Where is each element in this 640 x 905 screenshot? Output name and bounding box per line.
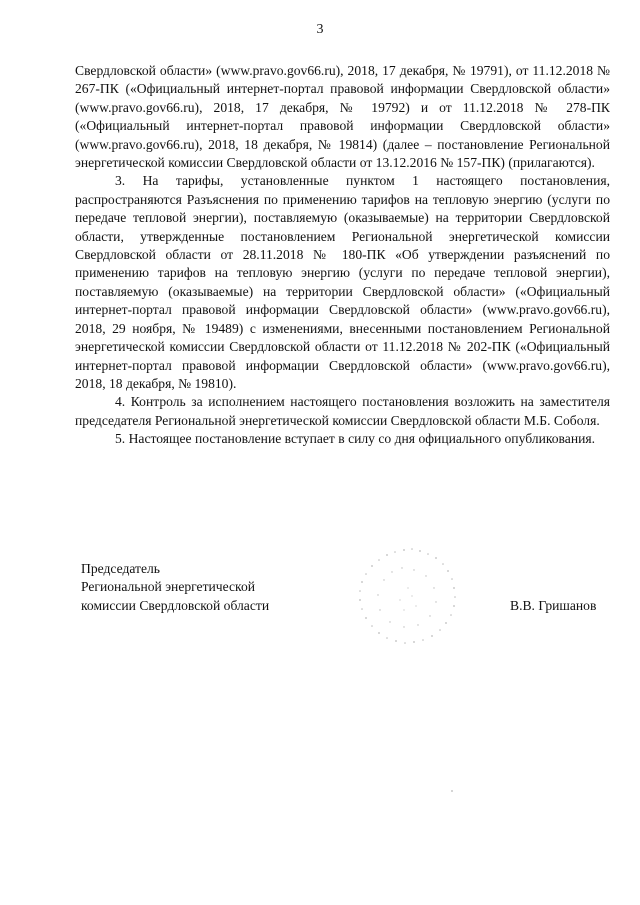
signer-title-line-1: Председатель xyxy=(81,561,160,576)
faded-seal-stamp xyxy=(342,540,472,660)
paragraph-4: 4. Контроль за исполнением настоящего постановления возложить на заместителя председателя Региональной энергетической комиссии Свердловской области М.Б. Соболя. xyxy=(75,394,610,428)
signer-title-line-3: комиссии Свердловской области xyxy=(81,597,270,613)
signer-title xyxy=(81,560,269,615)
page-number: 3 xyxy=(316,22,324,37)
paragraph-5: 5. Настоящее постановление вступает в силу со дня официального опубликования. xyxy=(115,431,596,447)
scan-speck xyxy=(451,790,453,792)
paragraph-3: 3. На тарифы, установленные пунктом 1 настоящего постановления, распространяются Разъяснения по применению тарифов на тепловую энергию (услуги по передаче тепловой энергии), поставляемую (оказываемые) на территории Свердловской области, утвержденные постановлением Региональной энергетической комиссии Свердловской области от 28.11.2018 № 180-ПК «Об утверждении разъяснений по применению тарифов на тепловую энергию (услуги по передаче тепловой энергии), поставляемую (оказываемые) на территории Свердловской области» («Официальный интернет-портал правовой информации Свердловской области» (www.pravo.gov66.ru), 2018, 29 ноября, № 19489) с изменениями, внесенными постановлением Региональной энергетической комиссии Свердловской области от 11.12.2018 № 202-ПК («Официальный интернет-портал правовой информации Свердловской области» (www.pravo.gov66.ru), 2018, 18 декабря, № 19810). xyxy=(75,173,610,391)
signer-name: В.В. Гришанов xyxy=(510,598,597,613)
document-body xyxy=(75,62,610,449)
paragraph-continuation: Свердловской области» (www.pravo.gov66.ru), 2018, 17 декабря, № 19791), от 11.12.2018 № 267-ПК («Официальный интернет-портал правовой информации Свердловской области» (www.pravo.gov66.ru), 2018, 17 декабря, № 19792) и от 11.12.2018 № 278-ПК («Официальный интернет-портал правовой информации Свердловской области» (www.pravo.gov66.ru), 2018, 18 декабря, № 19814) (далее – постановление Региональной энергетической комиссии Свердловской области от 13.12.2016 № 157-ПК) (прилагаются). xyxy=(75,63,610,171)
signer-title-line-2: Региональной энергетической xyxy=(81,579,256,595)
